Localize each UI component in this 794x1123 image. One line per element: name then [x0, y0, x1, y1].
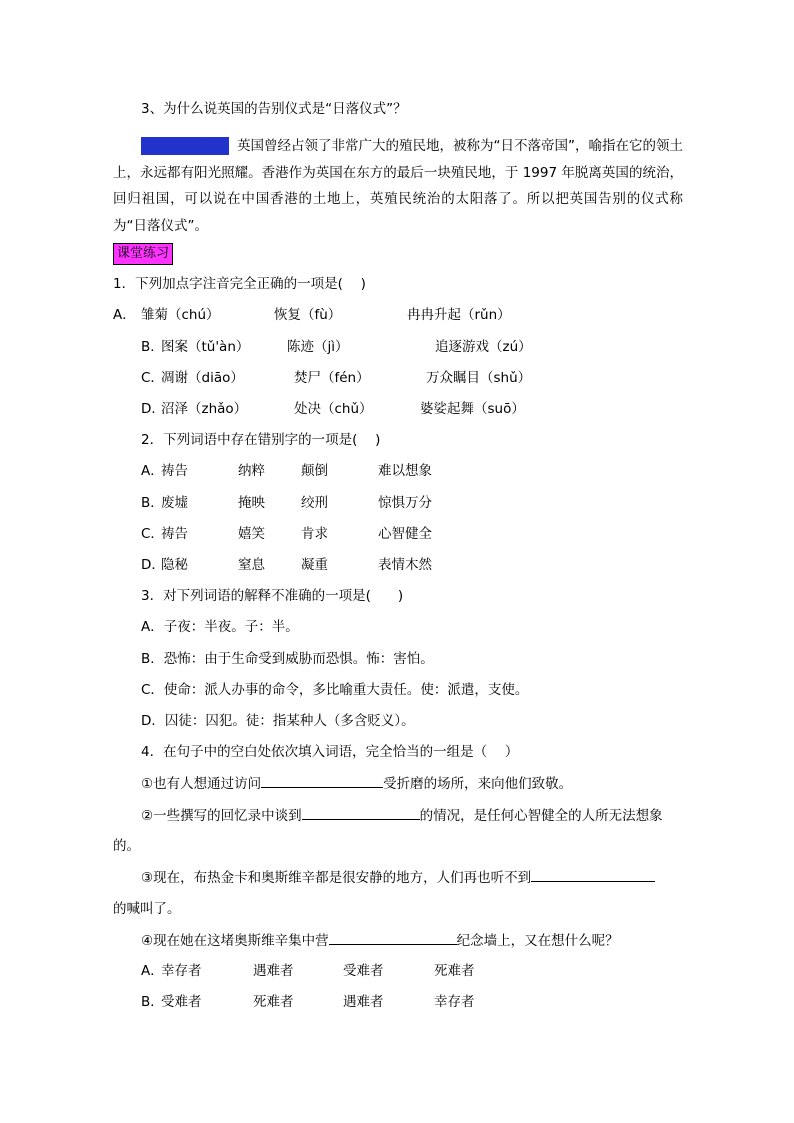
- sentence-text: 的情况，是任何心智健全的人所无法想象: [419, 808, 663, 824]
- option-item: 隐秘: [161, 557, 188, 573]
- exercise-3-stem: 3．对下列词语的解释不准确的一项是( ): [141, 588, 404, 604]
- option-item: 废墟: [161, 495, 188, 511]
- sentence-text: ①也有人想通过访问: [141, 776, 262, 792]
- sentence-text: 受折磨的场所，来向他们致敬。: [383, 776, 573, 792]
- sentence-text: ④现在她在这堵奥斯维辛集中营: [141, 933, 329, 949]
- option-item: 肯求: [301, 526, 328, 542]
- question-3-title: 3、为什么说英国的告别仪式是“日落仪式”？: [141, 101, 407, 117]
- option-item: 祷告: [161, 463, 188, 479]
- exercise-4-stem: 4．在句子中的空白处依次填入词语，完全恰当的一组是（ ）: [141, 744, 519, 760]
- sentence-text: 纪念墙上，又在想什么呢？: [456, 933, 619, 949]
- sentence-text: ②一些撰写的回忆录中谈到: [141, 808, 302, 824]
- exercise-1-option-b: [141, 337, 701, 357]
- option-item: 雏菊（chú）: [141, 307, 220, 323]
- option-item: 遇难者: [343, 994, 384, 1010]
- exercise-2-option-c: [141, 524, 661, 544]
- option-label: C．: [141, 370, 164, 386]
- answer-text: 英国曾经占领了非常广大的殖民地，被称为“日不落帝国”，喻指在它的领土上，永远都有阳光照耀。香港作为英国在东方的最后一块殖民地，于 1997 年脱离英国的统治，回归祖国，可以说在中国香港的土地上，英殖民统治的太阳落了。所以把英国告别的仪式称为“日落仪式”。: [113, 138, 683, 234]
- option-item: 表情木然: [378, 557, 432, 573]
- section-tag: 课堂练习: [113, 243, 173, 265]
- option-item: 冉冉升起（rǔn）: [407, 307, 511, 323]
- exercise-2-option-a: [141, 461, 661, 481]
- fill-blank[interactable]: [329, 930, 457, 945]
- option-item: 颠倒: [301, 463, 328, 479]
- option-item: 心智健全: [378, 526, 432, 542]
- exercise-4-sentence-2: [141, 805, 663, 826]
- exercise-4-sentence-2-end: 的。: [113, 838, 140, 854]
- option-item: 凝重: [301, 557, 328, 573]
- option-label: A．: [113, 307, 136, 323]
- option-label: A．: [141, 463, 164, 479]
- exercise-2-stem: 2．下列词语中存在错别字的一项是( ): [141, 432, 381, 448]
- exercise-4-sentence-3: [141, 867, 655, 888]
- option-item: 受难者: [343, 963, 384, 979]
- exercise-3-option-d: D．囚徒：囚犯。徒：指某种人（多含贬义）。: [141, 713, 415, 729]
- exercise-4-sentence-3-end: 的喊叫了。: [113, 901, 181, 917]
- exercise-1-option-d: [141, 399, 701, 419]
- exercise-4-option-a: [141, 961, 661, 981]
- option-item: 遇难者: [253, 963, 294, 979]
- exercise-2-option-b: [141, 493, 661, 513]
- exercise-4-sentence-1: [141, 773, 572, 794]
- option-label: B．: [141, 339, 164, 355]
- option-item: 焚尸（fén）: [294, 370, 370, 386]
- answer-paragraph: [113, 133, 683, 239]
- option-label: C．: [141, 526, 164, 542]
- exercise-3-option-b: B．恐怖：由于生命受到威胁而恐惧。怖：害怕。: [141, 651, 434, 667]
- exercise-1-stem: 1．下列加点字注音完全正确的一项是( ): [113, 276, 366, 292]
- exercise-1-option-a: [113, 305, 713, 325]
- option-item: 受难者: [161, 994, 202, 1010]
- exercise-1-option-c: [141, 368, 701, 388]
- option-item: 沼泽（zhǎo）: [161, 401, 248, 417]
- option-item: 恢复（fù）: [274, 307, 342, 323]
- option-label: D．: [141, 557, 165, 573]
- option-label: B．: [141, 495, 164, 511]
- option-item: 死难者: [253, 994, 294, 1010]
- option-label: A．: [141, 963, 164, 979]
- option-item: 幸存者: [161, 963, 202, 979]
- option-item: 幸存者: [434, 994, 475, 1010]
- option-item: 难以想象: [378, 463, 432, 479]
- option-item: 死难者: [434, 963, 475, 979]
- option-label: D．: [141, 401, 165, 417]
- option-item: 凋谢（diāo）: [161, 370, 244, 386]
- option-item: 追逐游戏（zú）: [435, 339, 532, 355]
- fill-blank[interactable]: [302, 805, 420, 820]
- exercise-4-sentence-4: [141, 930, 619, 951]
- exercise-3-option-a: A．子夜：半夜。子：半。: [141, 619, 299, 635]
- option-label: B．: [141, 994, 164, 1010]
- exercise-2-option-d: [141, 555, 661, 575]
- option-item: 婆娑起舞（suō）: [420, 401, 525, 417]
- exercise-3-option-c: C．使命：派人办事的命令，多比喻重大责任。使：派遣，支使。: [141, 682, 529, 698]
- option-item: 祷告: [161, 526, 188, 542]
- answer-tag: 参考答案: [141, 137, 229, 155]
- exercise-4-option-b: [141, 992, 661, 1012]
- option-item: 窒息: [238, 557, 265, 573]
- option-item: 处决（chǔ）: [294, 401, 373, 417]
- option-item: 陈迹（jì）: [287, 339, 349, 355]
- option-item: 万众瞩目（shǔ）: [426, 370, 532, 386]
- option-item: 嬉笑: [238, 526, 265, 542]
- option-item: 掩映: [238, 495, 265, 511]
- fill-blank[interactable]: [261, 773, 383, 788]
- option-item: 绞刑: [301, 495, 328, 511]
- sentence-text: ③现在，布热金卡和奥斯维辛都是很安静的地方，人们再也听不到: [141, 870, 532, 886]
- option-item: 图案（tǔ'àn）: [161, 339, 250, 355]
- fill-blank[interactable]: [531, 867, 655, 882]
- option-item: 惊惧万分: [378, 495, 432, 511]
- option-item: 纳粹: [238, 463, 265, 479]
